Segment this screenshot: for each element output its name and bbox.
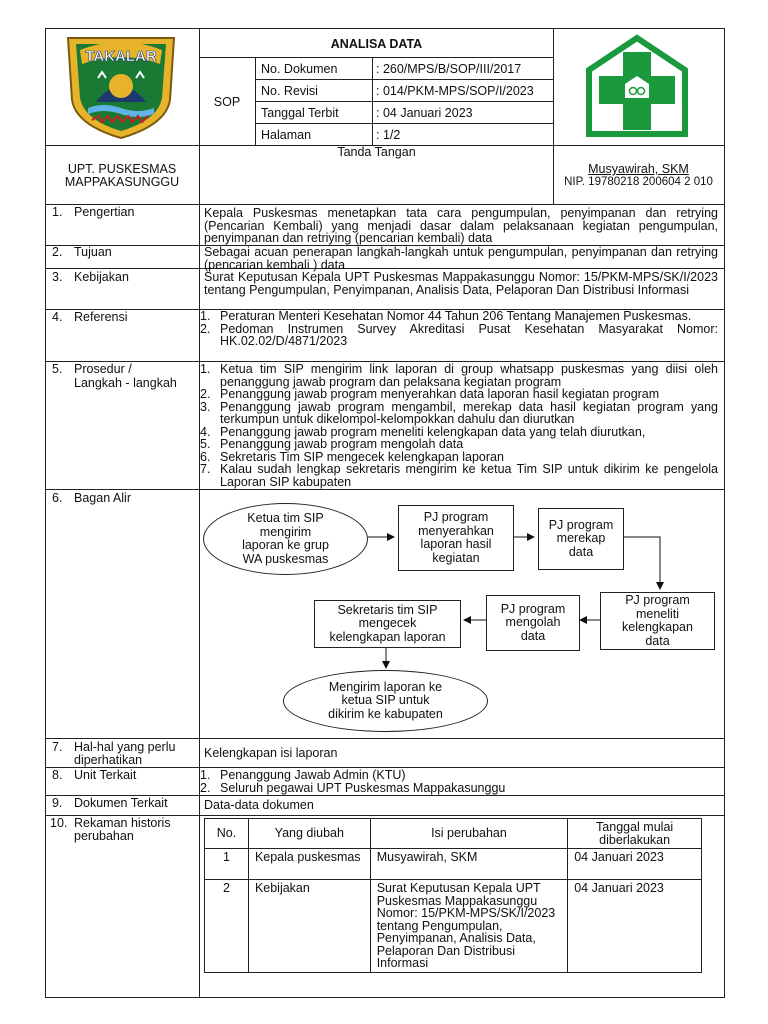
section-num-8: 8. <box>52 768 63 782</box>
table-row <box>205 849 702 880</box>
section-label-3: Kebijakan <box>74 270 129 284</box>
section-label-9: Dokumen Terkait <box>74 796 168 810</box>
section-label-8: Unit Terkait <box>74 768 137 782</box>
section-num-1: 1. <box>52 205 63 219</box>
section-num-3: 3. <box>52 270 63 284</box>
history-table <box>204 818 702 973</box>
section-label-4: Referensi <box>74 310 128 324</box>
history-header-no: No. <box>205 819 249 849</box>
list-item: 2. Penanggung jawab program menyerahkan data laporan hasil kegiatan program <box>200 387 660 401</box>
section-label-2: Tujuan <box>74 245 112 259</box>
history-cell-changed: Kebijakan <box>248 880 370 973</box>
history-header-date: Tanggal mulai diberlakukan <box>568 819 702 849</box>
section-label-10b: perubahan <box>74 829 134 843</box>
tujuan-text: Sebagai acuan penerapan langkah-langkah untuk pengumpulan, penyimpanan dan retrying (pencarian kembali ) data <box>204 245 718 272</box>
section-num-10: 10. <box>50 816 68 830</box>
history-header-content: Isi perubahan <box>370 819 568 849</box>
meta-label-revisi: No. Revisi <box>261 84 318 98</box>
list-item: 2. Seluruh pegawai UPT Puskesmas Mappakasunggu <box>200 780 506 795</box>
signer-nip: NIP. 19780218 200604 2 010 <box>564 176 713 188</box>
list-item: 4. Penanggung jawab program meneliti kelengkapan data yang telah diurutkan, <box>200 424 646 439</box>
dokumen-terkait-text: Data-data dokumen <box>204 798 314 812</box>
section-label-7b: diperhatikan <box>74 753 143 767</box>
history-cell-no: 2 <box>205 880 249 973</box>
unit-terkait-list <box>200 769 718 794</box>
history-cell-date: 04 Januari 2023 <box>568 849 702 880</box>
meta-value-revisi: : 014/PKM-MPS/SOP/I/2023 <box>376 84 534 98</box>
flow-node-pj-menyerahkan: PJ program menyerahkan laporan hasil kegiatan <box>398 505 514 571</box>
meta-value-terbit: : 04 Januari 2023 <box>376 106 473 120</box>
flow-node-pj-meneliti: PJ program meneliti kelengkapan data <box>600 592 715 650</box>
history-cell-no: 1 <box>205 849 249 880</box>
section-num-6: 6. <box>52 491 63 505</box>
kebijakan-text: Surat Keputusan Kepala UPT Puskesmas Mappakasunggu Nomor: 15/PKM-MPS/SK/I/2023 tentang Pengumpulan, Penyimpanan, Analisis Data, Pelaporan Dan Distribusi Informasi <box>204 270 718 297</box>
history-cell-content: Surat Keputusan Kepala UPT Puskesmas Mappakasunggu Nomor: 15/PKM-MPS/SK/I/2023 tentang Pengumpulan, Penyimpanan, Analisis Data, Pelaporan Dan Distribusi Informasi <box>370 880 568 973</box>
list-item: 3. Penanggung jawab program mengambil, merekap data hasil kegiatan program yang terkumpun untuk dikelompol-kelompokkan dahulu dan diurutkan <box>200 399 718 426</box>
meta-label-terbit: Tanggal Terbit <box>261 106 339 120</box>
history-cell-content: Musyawirah, SKM <box>370 849 568 880</box>
list-item: 7. Kalau sudah lengkap sekretaris mengirim ke ketua Tim SIP untuk dikirim ke pengelola Laporan SIP kabupaten <box>200 462 718 489</box>
list-item: 2. Pedoman Instrumen Survey Akreditasi Pusat Kesehatan Masyarakat Nomor: HK.02.02/D/4871/2023 <box>200 321 718 348</box>
org-name-line1: UPT. PUSKESMAS <box>67 162 177 176</box>
section-label-7a: Hal-hal yang perlu <box>74 740 176 754</box>
list-item: 1. Ketua tim SIP mengirim link laporan di group whatsapp puskesmas yang diisi oleh penanggung jawab program dan pelaksana kegiatan program <box>200 362 718 389</box>
history-cell-date: 04 Januari 2023 <box>568 880 702 973</box>
section-label-6: Bagan Alir <box>74 491 131 505</box>
section-label-1: Pengertian <box>74 205 135 219</box>
flow-node-mengirim-kabupaten: Mengirim laporan ke ketua SIP untuk dikirim ke kabupaten <box>283 670 488 732</box>
hal-perlu-text: Kelengkapan isi laporan <box>204 746 338 760</box>
history-header-row <box>205 819 702 849</box>
signer-name: Musyawirah, SKM <box>588 162 689 176</box>
signature-label: Tanda Tangan <box>337 145 416 159</box>
history-header-changed: Yang diubah <box>248 819 370 849</box>
history-cell-changed: Kepala puskesmas <box>248 849 370 880</box>
list-item: 1. Penanggung Jawab Admin (KTU) <box>200 768 406 782</box>
takalar-logo-text: TAKALAR <box>85 48 157 65</box>
org-name-line2: MAPPAKASUNGGU <box>64 175 180 189</box>
sop-label: SOP <box>213 95 241 109</box>
flow-node-ketua-mengirim: Ketua tim SIP mengirim laporan ke grup WA puskesmas <box>203 503 368 575</box>
meta-value-dokumen: : 260/MPS/B/SOP/III/2017 <box>376 62 522 76</box>
section-num-9: 9. <box>52 796 63 810</box>
section-label-5b: Langkah - langkah <box>74 376 177 390</box>
section-num-5: 5. <box>52 362 63 376</box>
list-item: 5. Penanggung jawab program mengolah data <box>200 437 464 451</box>
meta-value-halaman: : 1/2 <box>376 128 401 142</box>
flow-node-pj-merekap: PJ program merekap data <box>538 508 624 570</box>
section-label-5a: Prosedur / <box>74 362 132 376</box>
section-num-7: 7. <box>52 740 63 754</box>
pengertian-text: Kepala Puskesmas menetapkan tata cara pengumpulan, penyimpanan dan retrying (Pencarian Kembali) yang menjadi dasar dalam pelaksanaan kegiatan pengumpulan, penyimpanan dan retriying (pencarian kembali) data <box>204 206 718 245</box>
section-label-10a: Rekaman historis <box>74 816 171 830</box>
meta-label-dokumen: No. Dokumen <box>261 62 338 76</box>
list-item: 6. Sekretaris Tim SIP mengecek kelengkapan laporan <box>200 449 504 464</box>
arrow-3-4 <box>624 537 660 589</box>
flow-node-pj-mengolah: PJ program mengolah data <box>486 595 580 651</box>
meta-label-halaman: Halaman <box>261 128 312 142</box>
list-item: 1. Peraturan Menteri Kesehatan Nomor 44 Tahun 206 Tentang Manajemen Puskesmas. <box>200 309 692 323</box>
flow-node-sekretaris-mengecek: Sekretaris tim SIP mengecek kelengkapan laporan <box>314 600 461 648</box>
table-row <box>205 880 702 973</box>
section-num-2: 2. <box>52 245 63 259</box>
section-num-4: 4. <box>52 310 63 324</box>
document-title: ANALISA DATA <box>330 37 423 51</box>
